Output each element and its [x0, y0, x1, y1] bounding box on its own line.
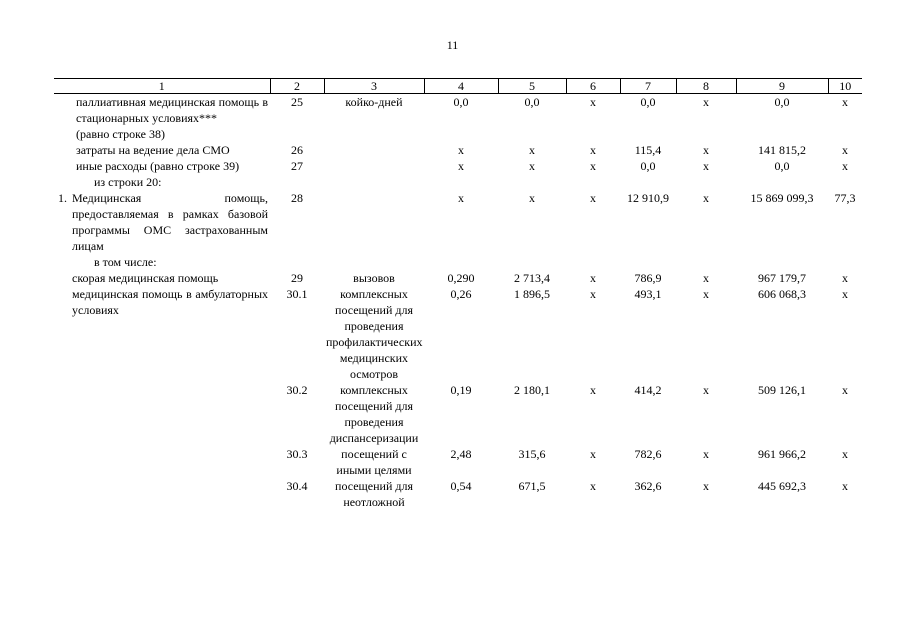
cell	[620, 254, 676, 270]
table-row	[54, 478, 862, 510]
cell	[424, 126, 498, 142]
cell: х	[703, 143, 709, 157]
cell: 141 815,2	[758, 143, 806, 157]
cell	[498, 254, 566, 270]
cell: 967 179,7	[758, 271, 806, 285]
data-table	[54, 78, 862, 510]
row-name: (равно строке 38)	[76, 127, 165, 141]
row-unit: посещений с иными целями	[336, 447, 412, 477]
row-line-number	[270, 254, 324, 270]
cell: 786,9	[634, 271, 662, 285]
cell: х	[590, 271, 596, 285]
cell	[566, 126, 620, 142]
row-line-number: 26	[291, 143, 303, 157]
page-number: 11	[446, 38, 459, 52]
cell: 445 692,3	[758, 479, 806, 493]
cell: 0,0	[640, 159, 656, 173]
table-row	[54, 142, 862, 158]
cell: х	[842, 271, 848, 285]
cell: 0,26	[450, 287, 472, 301]
cell	[566, 174, 620, 190]
column-header: 4	[424, 79, 498, 94]
cell: х	[842, 143, 848, 157]
row-line-number: 28	[291, 191, 303, 205]
cell: 2 713,4	[514, 271, 550, 285]
column-header: 10	[828, 79, 862, 94]
row-name: паллиативная медицинская помощь в стационарных условиях***	[76, 95, 268, 125]
cell: 0,0	[774, 95, 790, 109]
column-header: 3	[324, 79, 424, 94]
cell: х	[842, 479, 848, 493]
cell	[736, 254, 828, 270]
cell: х	[842, 159, 848, 173]
cell	[676, 254, 736, 270]
row-line-number: 30.2	[286, 383, 308, 397]
table-row	[54, 254, 862, 270]
cell	[620, 126, 676, 142]
cell: 0,0	[524, 95, 540, 109]
row-name: медицинская помощь в амбулаторных условиях	[72, 287, 268, 317]
row-unit	[324, 190, 424, 254]
cell	[736, 126, 828, 142]
table-row	[54, 446, 862, 478]
cell: х	[590, 447, 596, 461]
row-unit	[324, 126, 424, 142]
row-unit: койко-дней	[345, 95, 403, 109]
row-unit: комплексных посещений для проведения профилактических медицинских осмотров	[326, 287, 423, 381]
cell: х	[842, 383, 848, 397]
cell: 961 966,2	[758, 447, 806, 461]
cell: х	[590, 191, 596, 205]
column-header: 1	[54, 79, 270, 94]
row-name: иные расходы (равно строке 39)	[76, 159, 240, 173]
cell: х	[703, 95, 709, 109]
row-unit: комплексных посещений для проведения диспансеризации	[329, 383, 419, 445]
row-name	[54, 190, 270, 254]
row-line-number: 30.4	[286, 479, 308, 493]
row-name: из строки 20:	[94, 175, 162, 189]
column-header: 8	[676, 79, 736, 94]
cell: х	[703, 191, 709, 205]
row-number: 1.	[58, 191, 67, 205]
cell: 2,48	[450, 447, 472, 461]
cell: х	[590, 95, 596, 109]
cell: х	[529, 159, 535, 173]
cell: х	[590, 479, 596, 493]
cell: 509 126,1	[758, 383, 806, 397]
cell: х	[703, 447, 709, 461]
cell: 782,6	[634, 447, 662, 461]
cell	[676, 174, 736, 190]
cell: 115,4	[634, 143, 662, 157]
row-name: скорая медицинская помощь	[72, 271, 219, 285]
table-row	[54, 126, 862, 142]
row-name	[54, 478, 270, 510]
cell: 671,5	[518, 479, 546, 493]
row-unit	[324, 142, 424, 158]
cell	[828, 254, 862, 270]
row-line-number: 27	[291, 159, 303, 173]
cell: х	[703, 383, 709, 397]
cell	[566, 254, 620, 270]
row-name: в том числе:	[94, 255, 157, 269]
row-unit: вызовов	[353, 271, 395, 285]
cell: 2 180,1	[514, 383, 550, 397]
cell: х	[590, 383, 596, 397]
table-row	[54, 174, 862, 190]
table-row	[54, 158, 862, 174]
cell: х	[590, 287, 596, 301]
cell: х	[458, 191, 464, 205]
cell: 0,0	[453, 95, 469, 109]
row-name	[54, 382, 270, 446]
cell: 77,3	[834, 191, 856, 205]
cell: 15 869 099,3	[750, 191, 814, 205]
cell: х	[703, 287, 709, 301]
cell: 362,6	[634, 479, 662, 493]
row-name-text: Медицинская помощь, предоставляемая в рамках базовой программы ОМС застрахованным лицам	[72, 191, 268, 253]
cell: х	[529, 143, 535, 157]
cell: х	[590, 143, 596, 157]
cell: 493,1	[634, 287, 662, 301]
row-line-number	[270, 126, 324, 142]
column-header: 5	[498, 79, 566, 94]
cell: х	[703, 271, 709, 285]
cell	[498, 174, 566, 190]
cell	[424, 254, 498, 270]
cell: 0,290	[447, 271, 475, 285]
cell: х	[458, 143, 464, 157]
cell	[676, 126, 736, 142]
table-row	[54, 382, 862, 446]
row-unit: посещений для неотложной	[335, 479, 413, 509]
cell	[828, 174, 862, 190]
cell: х	[590, 159, 596, 173]
cell: х	[842, 447, 848, 461]
column-header: 2	[270, 79, 324, 94]
row-line-number: 30.3	[286, 447, 308, 461]
cell: 414,2	[634, 383, 662, 397]
table-row	[54, 190, 862, 254]
cell: 0,54	[450, 479, 472, 493]
table-row	[54, 270, 862, 286]
cell	[424, 174, 498, 190]
cell: х	[842, 95, 848, 109]
cell: х	[842, 287, 848, 301]
cell: 12 910,9	[627, 191, 669, 205]
row-line-number: 25	[291, 95, 303, 109]
row-name	[54, 446, 270, 478]
row-unit	[324, 254, 424, 270]
table-row	[54, 286, 862, 382]
cell: х	[458, 159, 464, 173]
row-line-number	[270, 174, 324, 190]
cell: 1 896,5	[514, 287, 550, 301]
cell	[620, 174, 676, 190]
cell: 315,6	[518, 447, 546, 461]
row-line-number: 30.1	[286, 287, 308, 301]
column-header: 6	[566, 79, 620, 94]
cell: х	[529, 191, 535, 205]
cell	[736, 174, 828, 190]
row-line-number: 29	[291, 271, 303, 285]
cell: 0,0	[640, 95, 656, 109]
cell	[498, 126, 566, 142]
cell: 606 068,3	[758, 287, 806, 301]
cell: х	[703, 479, 709, 493]
column-header: 9	[736, 79, 828, 94]
cell: 0,19	[450, 383, 472, 397]
cell: х	[703, 159, 709, 173]
row-unit	[324, 174, 424, 190]
cell	[828, 126, 862, 142]
column-header: 7	[620, 79, 676, 94]
row-unit	[324, 158, 424, 174]
row-name: затраты на ведение дела СМО	[76, 143, 230, 157]
column-number-row	[54, 79, 862, 94]
cell: 0,0	[774, 159, 790, 173]
table-row	[54, 94, 862, 127]
